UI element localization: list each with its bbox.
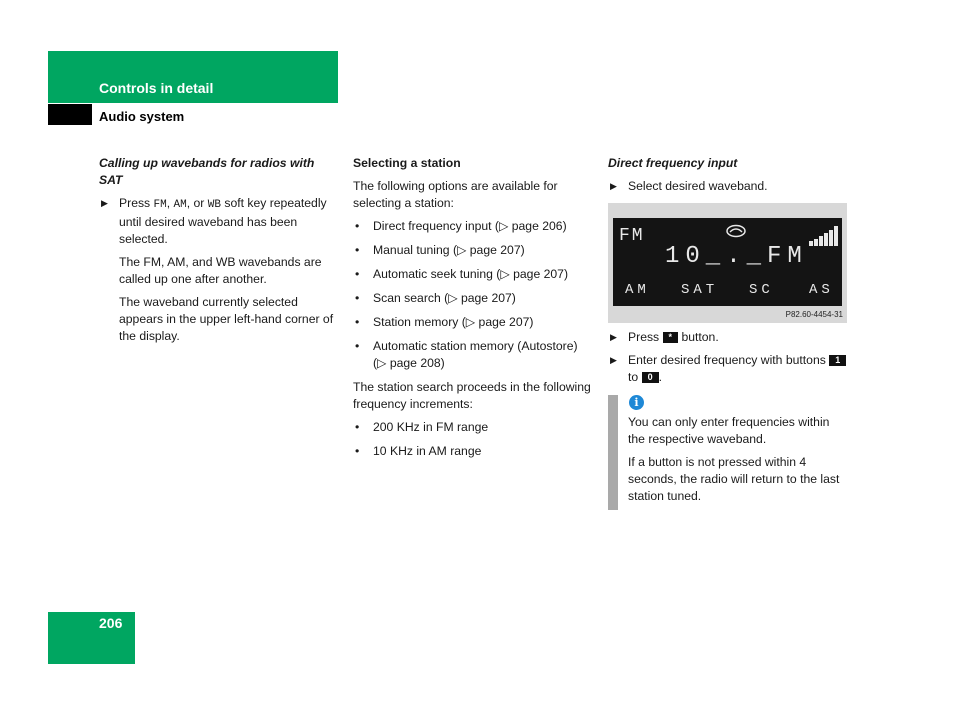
- step-press-softkey: ▶ Press FM, AM, or WB soft key repeatedly until desired waveband has been selected.: [101, 196, 327, 246]
- step-text: to: [628, 370, 639, 384]
- step-arrow-icon: ▶: [610, 181, 617, 191]
- page-number: 206: [99, 615, 123, 631]
- header-marker: [48, 104, 92, 125]
- list-item: [353, 242, 593, 259]
- bullet-icon: •: [355, 219, 360, 233]
- selecting-heading: Selecting a station: [353, 156, 461, 170]
- radio-display-figure: [608, 203, 847, 323]
- display-softkey-as: AS: [809, 282, 834, 298]
- step-arrow-icon: ▶: [610, 355, 617, 365]
- radio-display: [613, 218, 842, 306]
- bullet-icon: •: [355, 444, 360, 458]
- star-key: *: [663, 332, 679, 343]
- step-enter-frequency: [608, 352, 848, 386]
- softkey-wb-label: WB: [207, 199, 221, 211]
- list-item-text: Station memory (▷ page 207): [373, 315, 534, 329]
- bullet-icon: •: [355, 267, 360, 281]
- direct-input-heading: Direct frequency input: [608, 156, 738, 170]
- list-item-text: Automatic station memory (Autostore) (▷ page 208): [373, 339, 578, 370]
- softkey-am-label: AM: [173, 199, 187, 211]
- bullet-icon: •: [355, 420, 360, 434]
- step-text: .: [658, 370, 662, 384]
- wavebands-heading: Calling up wavebands for radios with SAT: [99, 156, 315, 187]
- wavebands-para-1: The FM, AM, and WB wavebands are called up one after another.: [119, 255, 322, 286]
- bullet-icon: •: [355, 315, 360, 329]
- bullet-icon: •: [355, 243, 360, 257]
- key-1: 1: [829, 355, 846, 366]
- figure-code: P82.60-4454-31: [785, 310, 843, 319]
- selecting-intro: The following options are available for selecting a station:: [353, 179, 558, 210]
- info-icon: i: [629, 395, 644, 410]
- list-item-text: Direct frequency input (▷ page 206): [373, 219, 567, 233]
- key-0: 0: [642, 372, 659, 383]
- step-arrow-icon: ▶: [101, 198, 108, 208]
- step-press-star: [608, 329, 848, 346]
- list-item-text: 10 KHz in AM range: [373, 444, 482, 458]
- display-band: FM: [619, 226, 645, 246]
- list-item: [353, 419, 593, 436]
- step-select-waveband: [608, 178, 848, 195]
- phone-icon: [725, 224, 747, 238]
- note-para-2: If a button is not pressed within 4 seconds, the radio will return to the last station tuned.: [628, 455, 840, 503]
- note-body: [628, 395, 848, 511]
- column-wavebands: [99, 155, 339, 351]
- display-softkey-sat: SAT: [681, 282, 719, 298]
- bullet-icon: •: [355, 339, 360, 353]
- step-arrow-icon: ▶: [610, 332, 617, 342]
- display-softkey-sc: SC: [749, 282, 774, 298]
- wavebands-para-2: The waveband currently selected appears in the upper left-hand corner of the display.: [119, 295, 334, 343]
- list-item-text: 200 KHz in FM range: [373, 420, 489, 434]
- bullet-icon: •: [355, 291, 360, 305]
- list-item: [353, 338, 593, 372]
- list-item-text: Automatic seek tuning (▷ page 207): [373, 267, 569, 281]
- step-text: Enter desired frequency with buttons: [628, 353, 826, 367]
- subsection-title: Audio system: [99, 109, 185, 124]
- list-item-text: Scan search (▷ page 207): [373, 291, 516, 305]
- list-item: [353, 314, 593, 331]
- list-item: [353, 443, 593, 460]
- section-title: Controls in detail: [99, 80, 214, 96]
- step-text: soft key repeatedly until desired waveband has been selected.: [119, 196, 327, 246]
- display-frequency: 10_._FM: [665, 243, 808, 270]
- note-bar: [608, 395, 618, 510]
- signal-strength-icon: [809, 226, 839, 246]
- list-item-text: Manual tuning (▷ page 207): [373, 243, 525, 257]
- increments-intro: The station search proceeds in the following frequency increments:: [353, 380, 591, 411]
- list-item: [353, 266, 593, 283]
- step-text: or: [193, 196, 205, 210]
- column-selecting-station: [353, 155, 593, 467]
- step-text: button.: [681, 330, 719, 344]
- softkey-fm-label: FM: [153, 199, 167, 211]
- step-text: Press: [119, 196, 151, 210]
- display-softkey-am: AM: [625, 282, 650, 298]
- info-note: [608, 395, 848, 510]
- step-text: Select desired waveband.: [628, 179, 768, 193]
- column-direct-input: [608, 155, 848, 392]
- step-text: Press: [628, 330, 660, 344]
- list-item: [353, 218, 593, 235]
- list-item: [353, 290, 593, 307]
- note-para-1: You can only enter frequencies within the respective waveband.: [628, 415, 830, 446]
